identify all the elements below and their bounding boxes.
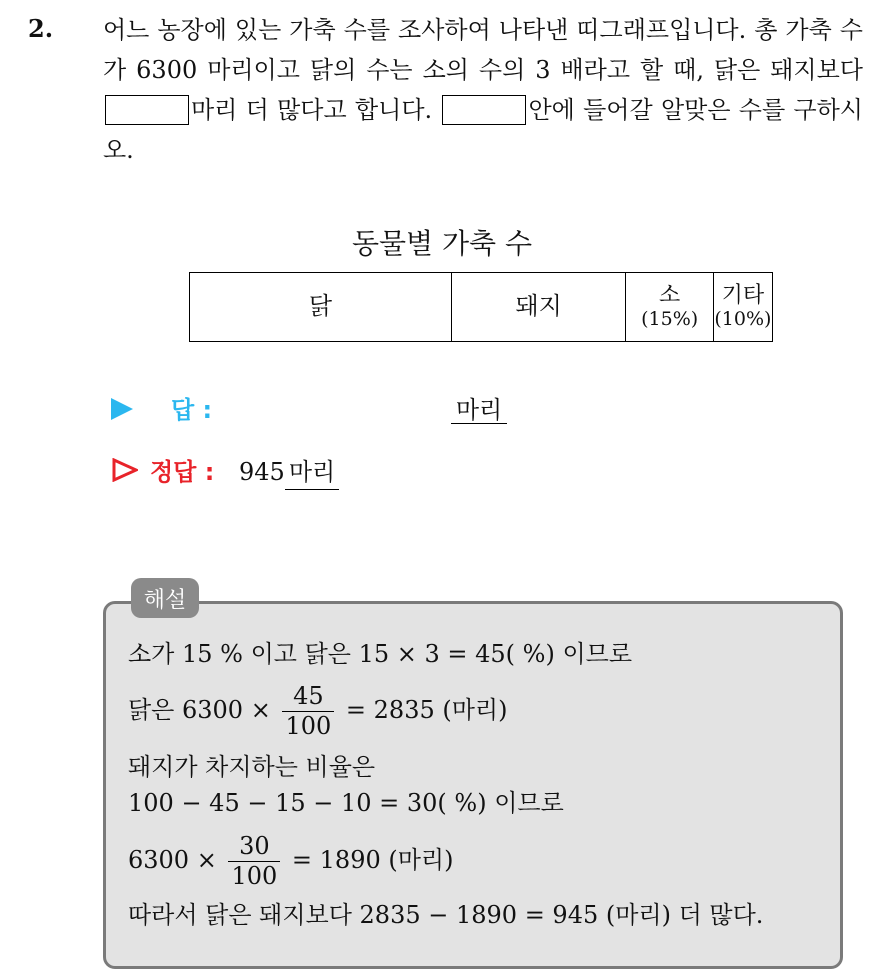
band-segment: [190, 273, 452, 341]
band-segment-percent: (10%): [714, 307, 772, 330]
correct-answer-label: 정답 :: [150, 458, 215, 486]
solution-line-5: [128, 832, 453, 891]
fraction-denominator: 100: [231, 861, 278, 890]
play-triangle-icon: [111, 398, 133, 420]
fraction-numerator: 45: [282, 682, 334, 712]
solution-tab: 해설: [131, 578, 199, 618]
fraction-denominator: 100: [285, 711, 332, 740]
outline-triangle-icon: [112, 458, 138, 482]
band-segment-percent: (15%): [641, 307, 699, 330]
solution-line-2-pre: 닭은 6300 ×: [128, 695, 271, 724]
solution-line-5-pre: 6300 ×: [128, 845, 217, 874]
answer-label: 답 :: [171, 396, 213, 424]
band-segment-label: 소: [659, 283, 681, 309]
answer-blank-box: [442, 95, 526, 125]
correct-answer-value: [239, 452, 339, 487]
correct-answer-unit: 마리: [285, 458, 339, 490]
band-graph: [189, 272, 773, 342]
question-text-part3: 안에 들어갈 알맞은 수를 구하시오.: [103, 96, 863, 164]
solution-line-4: 100 − 45 − 15 − 10 = 30( %) 이므로: [128, 789, 564, 817]
solution-line-2-post: = 2835 (마리): [345, 695, 508, 724]
band-segment-label: 돼지: [515, 292, 562, 321]
fraction: [228, 832, 280, 891]
solution-line-6: 따라서 닭은 돼지보다 2835 − 1890 = 945 (마리) 더 많다.: [128, 901, 764, 929]
band-segment: [452, 273, 627, 341]
answer-blank-box: [105, 95, 189, 125]
band-segment: [627, 273, 714, 341]
answer-input[interactable]: 마리: [451, 390, 507, 424]
solution-line-5-post: = 1890 (마리): [291, 845, 454, 874]
fraction: [282, 682, 334, 741]
solution-line-1: 소가 15 % 이고 닭은 15 × 3 = 45( %) 이므로: [128, 640, 633, 668]
question-number: 2.: [28, 14, 54, 43]
band-segment-label: 닭: [308, 292, 333, 321]
fraction-numerator: 30: [228, 832, 280, 862]
band-segment-label: 기타: [721, 283, 765, 309]
question-text: [103, 10, 863, 170]
correct-answer-number: 945: [239, 458, 285, 486]
question-text-part1: 어느 농장에 있는 가축 수를 조사하여 나타낸 띠그래프입니다. 총 가축 수가 6300 마리이고 닭의 수는 소의 수의 3 배라고 할 때, 닭은 돼지보다: [103, 16, 863, 84]
chart-title: 동물별 가축 수: [351, 227, 533, 260]
solution-line-3: 돼지가 차지하는 비율은: [128, 753, 376, 781]
solution-line-2: [128, 682, 507, 741]
band-segment: [714, 273, 772, 341]
question-text-part2: 마리 더 많다고 합니다.: [191, 96, 433, 124]
